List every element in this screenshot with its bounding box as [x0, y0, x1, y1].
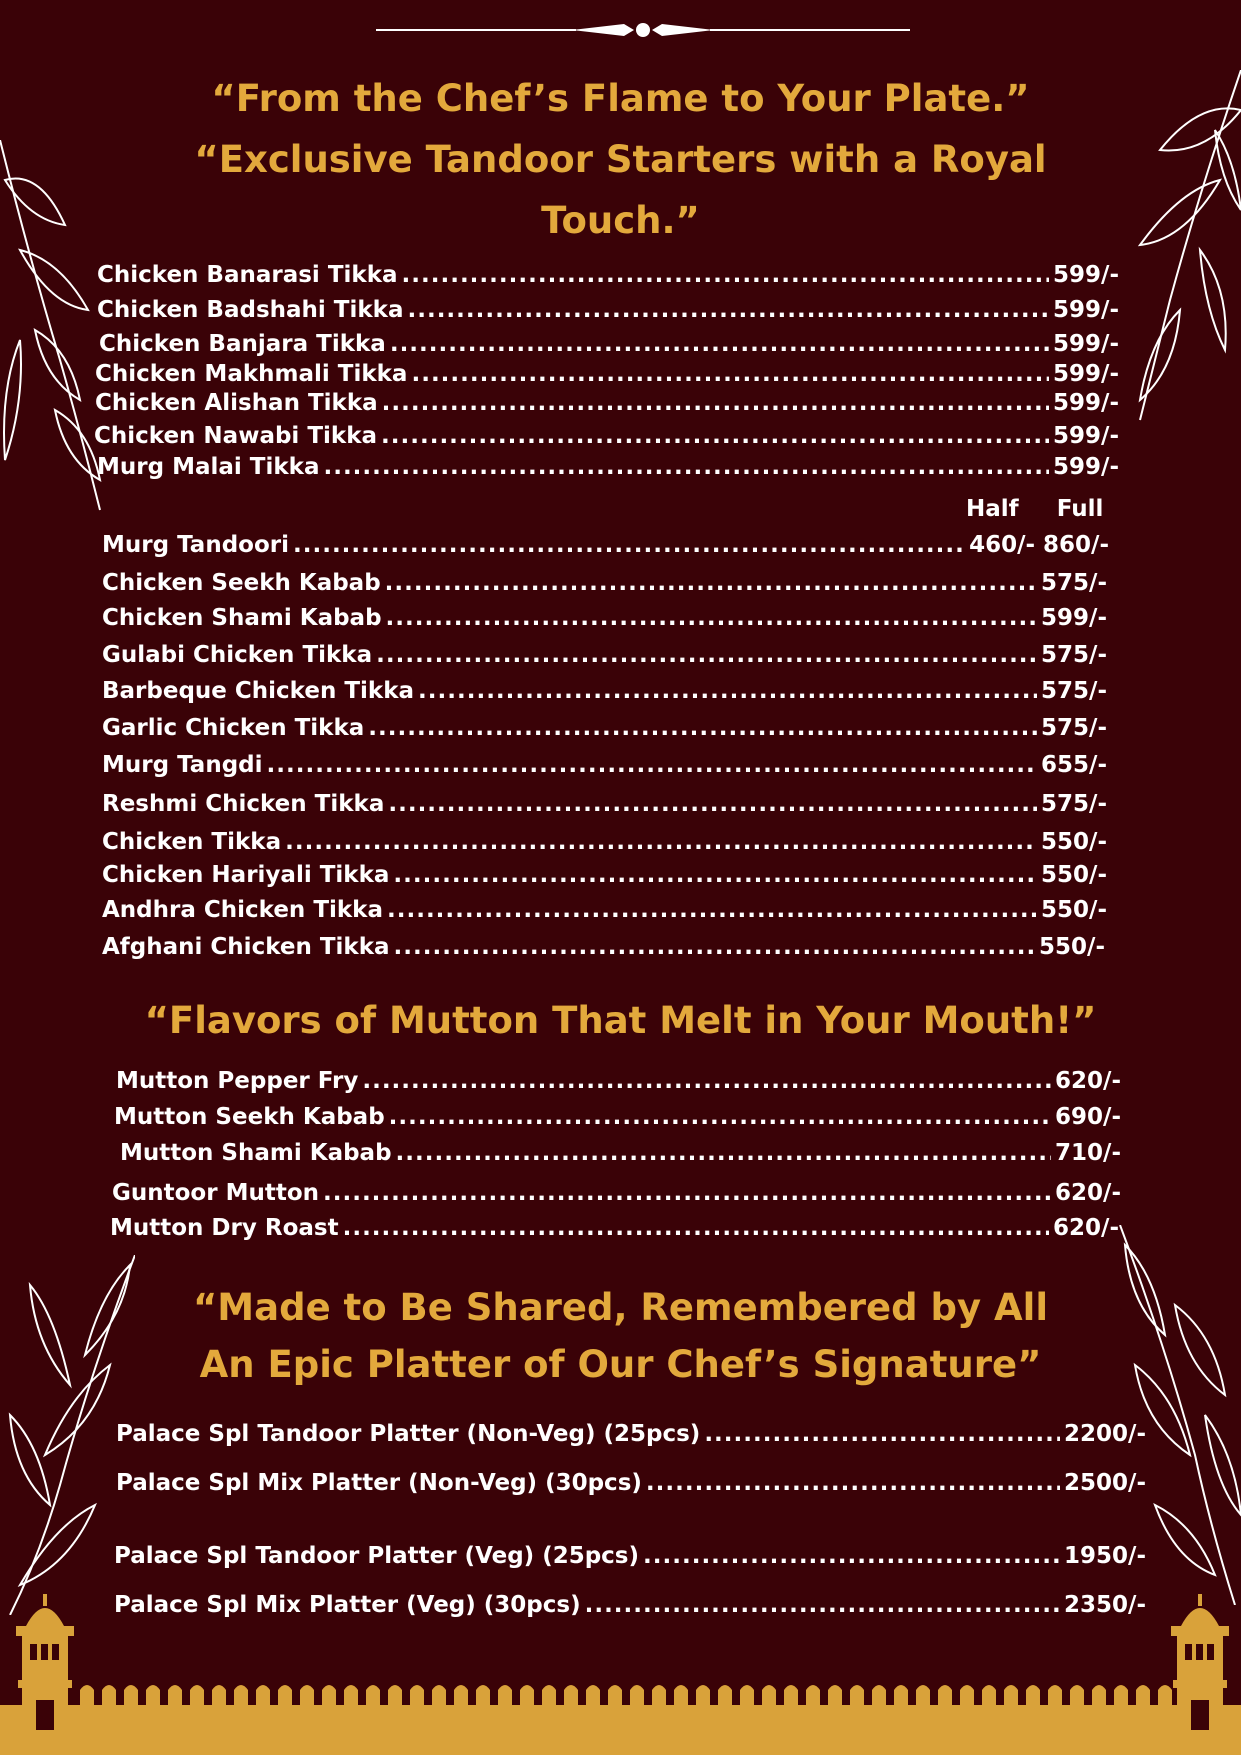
- item-price: 2350/-: [1064, 1592, 1146, 1618]
- item-price: 620/-: [1055, 1068, 1121, 1094]
- menu-item: [120, 1140, 1121, 1166]
- item-name: Palace Spl Tandoor Platter (Veg) (25pcs): [114, 1543, 640, 1569]
- item-price: 655/-: [1041, 752, 1107, 778]
- item-price: 575/-: [1041, 791, 1107, 817]
- item-name: Palace Spl Mix Platter (Non-Veg) (30pcs): [116, 1470, 642, 1496]
- menu-item: [102, 752, 1107, 778]
- heading-platter-line-1: “Made to Be Shared, Remembered by All: [192, 1286, 1048, 1329]
- item-price: 599/-: [1053, 331, 1119, 357]
- item-name: Chicken Seekh Kabab: [102, 570, 381, 596]
- menu-item: [97, 262, 1119, 288]
- item-name: Chicken Tikka: [102, 829, 282, 855]
- item-name: Palace Spl Tandoor Platter (Non-Veg) (25pcs): [116, 1421, 701, 1447]
- heading-tandoor-line-2: “Exclusive Tandoor Starters with a Royal: [194, 138, 1047, 181]
- item-price: 1950/-: [1064, 1543, 1146, 1569]
- menu-item: [116, 1421, 1146, 1447]
- item-price: 550/-: [1041, 897, 1107, 923]
- item-price: 710/-: [1055, 1140, 1121, 1166]
- item-price: 550/-: [1039, 934, 1105, 960]
- item-price: 690/-: [1055, 1104, 1121, 1130]
- heading-platter-line-2: An Epic Platter of Our Chef’s Signature”: [199, 1343, 1042, 1386]
- item-name: Garlic Chicken Tikka: [102, 715, 365, 741]
- item-price: 575/-: [1041, 642, 1107, 668]
- item-name: Murg Malai Tikka: [97, 454, 320, 480]
- item-price: 575/-: [1041, 678, 1107, 704]
- item-name: Guntoor Mutton: [112, 1180, 319, 1206]
- item-name: Mutton Seekh Kabab: [114, 1104, 385, 1130]
- menu-item: [114, 1543, 1146, 1569]
- menu-item: [102, 678, 1107, 704]
- item-price: 2200/-: [1064, 1421, 1146, 1447]
- menu-item: [102, 791, 1107, 817]
- full-label: Full: [1056, 496, 1104, 522]
- item-name: Palace Spl Mix Platter (Veg) (30pcs): [114, 1592, 581, 1618]
- item-name: Andhra Chicken Tikka: [102, 897, 383, 923]
- half-full-header: [966, 496, 1103, 522]
- item-name: Chicken Banarasi Tikka: [97, 262, 398, 288]
- item-price: 620/-: [1053, 1215, 1119, 1241]
- item-price: 620/-: [1055, 1180, 1121, 1206]
- item-name: Reshmi Chicken Tikka: [102, 791, 385, 817]
- item-price: 550/-: [1041, 829, 1107, 855]
- menu-item: [102, 570, 1107, 596]
- item-price: 575/-: [1041, 570, 1107, 596]
- menu-item: [110, 1215, 1119, 1241]
- heading-mutton: “Flavors of Mutton That Melt in Your Mouth!”: [144, 999, 1097, 1042]
- heading-tandoor-line-3: Touch.”: [541, 199, 700, 242]
- menu-item: [94, 423, 1119, 449]
- menu-item: [97, 454, 1119, 480]
- menu-item: [102, 829, 1107, 855]
- menu-item: [116, 1068, 1121, 1094]
- item-name: Gulabi Chicken Tikka: [102, 642, 373, 668]
- item-name: Chicken Alishan Tikka: [95, 390, 378, 416]
- menu-item: [102, 532, 1109, 558]
- item-name: Afghani Chicken Tikka: [102, 934, 390, 960]
- item-price: 2500/-: [1064, 1470, 1146, 1496]
- menu-item: [102, 934, 1105, 960]
- palace-wall-icon: [0, 1580, 1241, 1755]
- menu-item: [116, 1470, 1146, 1496]
- item-name: Chicken Badshahi Tikka: [97, 297, 404, 323]
- item-name: Chicken Nawabi Tikka: [94, 423, 378, 449]
- item-price: 599/-: [1053, 390, 1119, 416]
- item-name: Chicken Makhmali Tikka: [95, 361, 408, 387]
- item-name: Barbeque Chicken Tikka: [102, 678, 415, 704]
- item-name: Chicken Banjara Tikka: [99, 331, 386, 357]
- item-name: Chicken Shami Kabab: [102, 605, 382, 631]
- half-label: Half: [966, 496, 1019, 522]
- menu-item: [114, 1104, 1121, 1130]
- item-name: Chicken Hariyali Tikka: [102, 862, 390, 888]
- menu-item: [95, 361, 1119, 387]
- menu-item: [102, 862, 1107, 888]
- item-price: 599/-: [1053, 297, 1119, 323]
- item-name: Mutton Pepper Fry: [116, 1068, 359, 1094]
- item-price: 599/-: [1053, 423, 1119, 449]
- item-price: 550/-: [1041, 862, 1107, 888]
- item-price: 599/-: [1053, 361, 1119, 387]
- item-name: Mutton Shami Kabab: [120, 1140, 392, 1166]
- menu-item: [99, 331, 1119, 357]
- item-price: 599/-: [1053, 262, 1119, 288]
- item-price: 460/- 860/-: [969, 532, 1109, 558]
- item-name: Murg Tandoori: [102, 532, 289, 558]
- menu-item: [102, 605, 1107, 631]
- heading-tandoor-line-1: “From the Chef’s Flame to Your Plate.”: [211, 77, 1030, 120]
- menu-item: [97, 297, 1119, 323]
- menu-item: [102, 642, 1107, 668]
- item-price: 599/-: [1041, 605, 1107, 631]
- item-name: Murg Tangdi: [102, 752, 263, 778]
- menu-item: [102, 897, 1107, 923]
- item-price: 599/-: [1053, 454, 1119, 480]
- ornament-divider-icon: [376, 18, 910, 42]
- menu-item: [102, 715, 1107, 741]
- item-name: Mutton Dry Roast: [110, 1215, 339, 1241]
- menu-item: [95, 390, 1119, 416]
- item-price: 575/-: [1041, 715, 1107, 741]
- menu-item: [112, 1180, 1121, 1206]
